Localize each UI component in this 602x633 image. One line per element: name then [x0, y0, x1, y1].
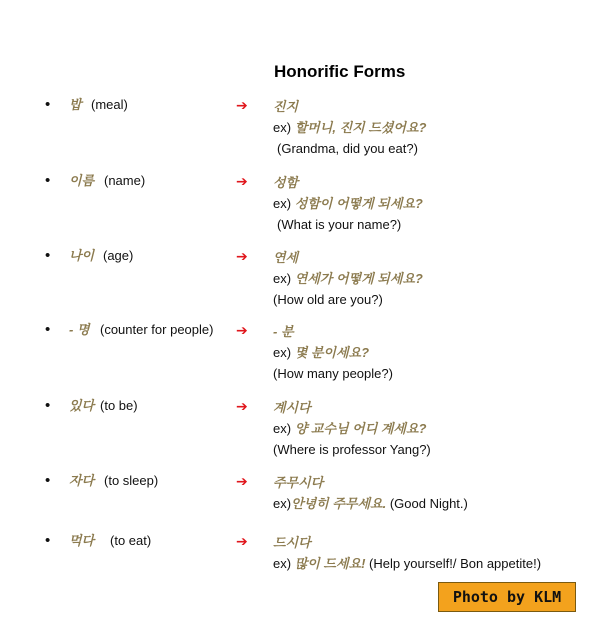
bullet: • [45, 172, 51, 189]
ex-prefix: ex) [273, 345, 292, 360]
example-line [273, 268, 423, 289]
bullet: • [45, 472, 51, 489]
gloss: (name) [104, 173, 146, 188]
arrow-icon: ➔ [236, 248, 248, 264]
bullet: • [45, 247, 51, 264]
term: 이름 [69, 173, 95, 188]
honorific-form: 연세 [273, 250, 299, 265]
term: 나이 [69, 248, 95, 263]
honorific-block [273, 96, 427, 159]
ex-prefix: ex) [273, 196, 292, 211]
term: 자다 [69, 473, 95, 488]
example-sentence: 연세가 어떻게 되세요? [294, 271, 423, 286]
honorific-block [273, 532, 541, 574]
example-translation: (Help yourself!/ Bon appetite!) [369, 556, 542, 571]
example-translation: (Good Night.) [389, 496, 468, 511]
example-line [273, 342, 393, 363]
ex-prefix: ex) [273, 496, 292, 511]
term: - 명 [69, 322, 90, 337]
gloss: (counter for people) [100, 322, 214, 337]
arrow-icon: ➔ [236, 473, 248, 489]
honorific-form: 주무시다 [273, 475, 324, 490]
example-sentence: 안녕히 주무세요. [291, 496, 387, 511]
term: 밥 [69, 97, 82, 112]
honorific-form: 계시다 [273, 400, 311, 415]
example-sentence: 성함이 어떻게 되세요? [294, 196, 423, 211]
page-title: Honorific Forms [274, 62, 406, 81]
honorific-block [273, 172, 423, 235]
example-sentence: 많이 드세요! [294, 556, 366, 571]
example-line [273, 193, 423, 214]
gloss: (to sleep) [104, 473, 159, 488]
bullet: • [45, 321, 51, 338]
honorific-block [273, 472, 468, 514]
example-translation: (Where is professor Yang?) [273, 442, 431, 457]
example-translation: (How many people?) [273, 366, 393, 381]
arrow-icon: ➔ [236, 97, 248, 113]
example-translation: (What is your name?) [277, 217, 402, 232]
honorific-block [273, 321, 393, 384]
honorific-form: 성함 [273, 175, 299, 190]
term: 있다 [69, 398, 95, 413]
arrow-icon: ➔ [236, 398, 248, 414]
example-line [273, 493, 468, 514]
example-translation: (Grandma, did you eat?) [277, 141, 418, 156]
honorific-block [273, 397, 431, 460]
gloss: (age) [103, 248, 134, 263]
honorific-form: 진지 [273, 99, 299, 114]
example-line [273, 553, 541, 574]
ex-prefix: ex) [273, 120, 292, 135]
bullet: • [45, 532, 51, 549]
example-line [273, 117, 427, 138]
photo-credit-watermark: Photo by KLM [438, 582, 576, 612]
honorific-form: 드시다 [273, 535, 311, 550]
gloss: (to be) [100, 398, 138, 413]
ex-prefix: ex) [273, 271, 292, 286]
example-line [273, 418, 431, 439]
arrow-icon: ➔ [236, 322, 248, 338]
bullet: • [45, 96, 51, 113]
example-translation: (How old are you?) [273, 292, 383, 307]
example-sentence: 몇 분이세요? [294, 345, 370, 360]
ex-prefix: ex) [273, 421, 292, 436]
term: 먹다 [69, 533, 95, 548]
gloss: (meal) [91, 97, 128, 112]
arrow-icon: ➔ [236, 173, 248, 189]
arrow-icon: ➔ [236, 533, 248, 549]
bullet: • [45, 397, 51, 414]
honorific-block [273, 247, 423, 310]
example-sentence: 양 교수님 어디 계세요? [294, 421, 427, 436]
honorific-form: - 분 [273, 324, 294, 339]
example-sentence: 할머니, 진지 드셨어요? [294, 120, 427, 135]
ex-prefix: ex) [273, 556, 292, 571]
gloss: (to eat) [110, 533, 152, 548]
